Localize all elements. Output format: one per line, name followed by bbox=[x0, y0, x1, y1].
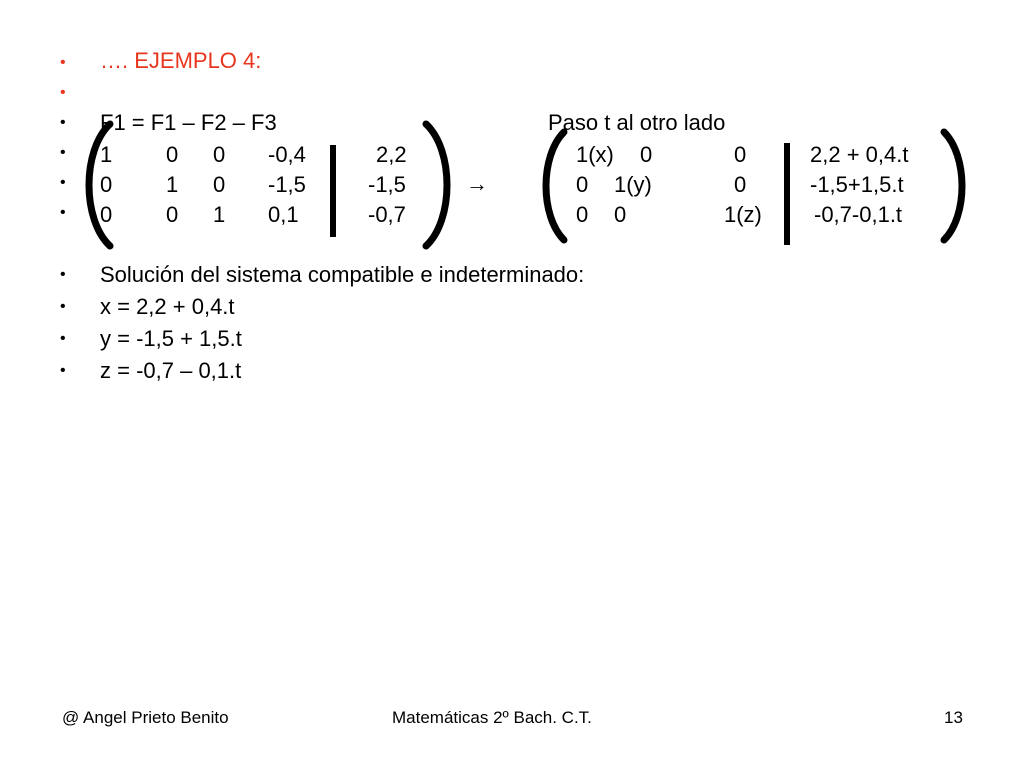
solution-y: y = -1,5 + 1,5.t bbox=[100, 326, 242, 351]
matrix-cell: 1 bbox=[100, 142, 113, 167]
bullet: • bbox=[60, 362, 66, 379]
augment-bar bbox=[784, 143, 790, 245]
matrix-cell: 0 bbox=[166, 142, 179, 167]
matrix-cell: 1 bbox=[166, 172, 179, 197]
footer-course: Matemáticas 2º Bach. C.T. bbox=[392, 708, 592, 727]
bullet: • bbox=[60, 266, 66, 283]
matrix-cell: 0 bbox=[213, 172, 226, 197]
right-arrow-icon: → bbox=[466, 171, 488, 196]
matrix-cell: 0,1 bbox=[268, 202, 299, 227]
footer-author: @ Angel Prieto Benito bbox=[62, 708, 229, 727]
bullet: • bbox=[60, 54, 66, 71]
slide-title: …. EJEMPLO 4: bbox=[100, 48, 262, 73]
bullet: • bbox=[60, 298, 66, 315]
matrix-cell: 0 bbox=[734, 172, 747, 197]
bullet: • bbox=[60, 330, 66, 347]
matrix-cell: 0 bbox=[640, 142, 653, 167]
augment-bar bbox=[330, 145, 336, 237]
bullet: • bbox=[60, 84, 66, 101]
matrix-cell: 2,2 bbox=[376, 142, 407, 167]
right-note: Paso t al otro lado bbox=[548, 110, 726, 135]
row-operation: F1 = F1 – F2 – F3 bbox=[100, 110, 277, 135]
matrix-cell: 0 bbox=[576, 172, 589, 197]
matrix-cell: 1(y) bbox=[614, 172, 652, 197]
matrix-cell: -0,7-0,1.t bbox=[814, 202, 903, 227]
matrix-cell: 2,2 + 0,4.t bbox=[810, 142, 909, 167]
solution-x: x = 2,2 + 0,4.t bbox=[100, 294, 235, 319]
matrix-cell: 1 bbox=[213, 202, 226, 227]
matrix-cell: -1,5+1,5.t bbox=[810, 172, 904, 197]
matrix-cell: -1,5 bbox=[368, 172, 406, 197]
right-paren bbox=[420, 120, 460, 250]
bullet: • bbox=[60, 174, 66, 191]
right-paren bbox=[940, 128, 974, 244]
bullet: • bbox=[60, 144, 66, 161]
matrix-cell: 1(x) bbox=[576, 142, 614, 167]
matrix-cell: -1,5 bbox=[268, 172, 306, 197]
matrix-cell: 0 bbox=[614, 202, 627, 227]
solution-heading: Solución del sistema compatible e indeterminado: bbox=[100, 262, 585, 287]
left-paren bbox=[534, 128, 568, 244]
matrix-cell: -0,7 bbox=[368, 202, 406, 227]
matrix-cell: 0 bbox=[166, 202, 179, 227]
matrix-cell: 0 bbox=[734, 142, 747, 167]
page-number: 13 bbox=[944, 708, 963, 727]
solution-z: z = -0,7 – 0,1.t bbox=[100, 358, 242, 383]
matrix-cell: 0 bbox=[100, 172, 113, 197]
matrix-cell: 0 bbox=[100, 202, 113, 227]
bullet: • bbox=[60, 114, 66, 131]
matrix-cell: 0 bbox=[213, 142, 226, 167]
matrix-cell: 1(z) bbox=[724, 202, 762, 227]
bullet: • bbox=[60, 204, 66, 221]
matrix-cell: 0 bbox=[576, 202, 589, 227]
matrix-cell: -0,4 bbox=[268, 142, 306, 167]
